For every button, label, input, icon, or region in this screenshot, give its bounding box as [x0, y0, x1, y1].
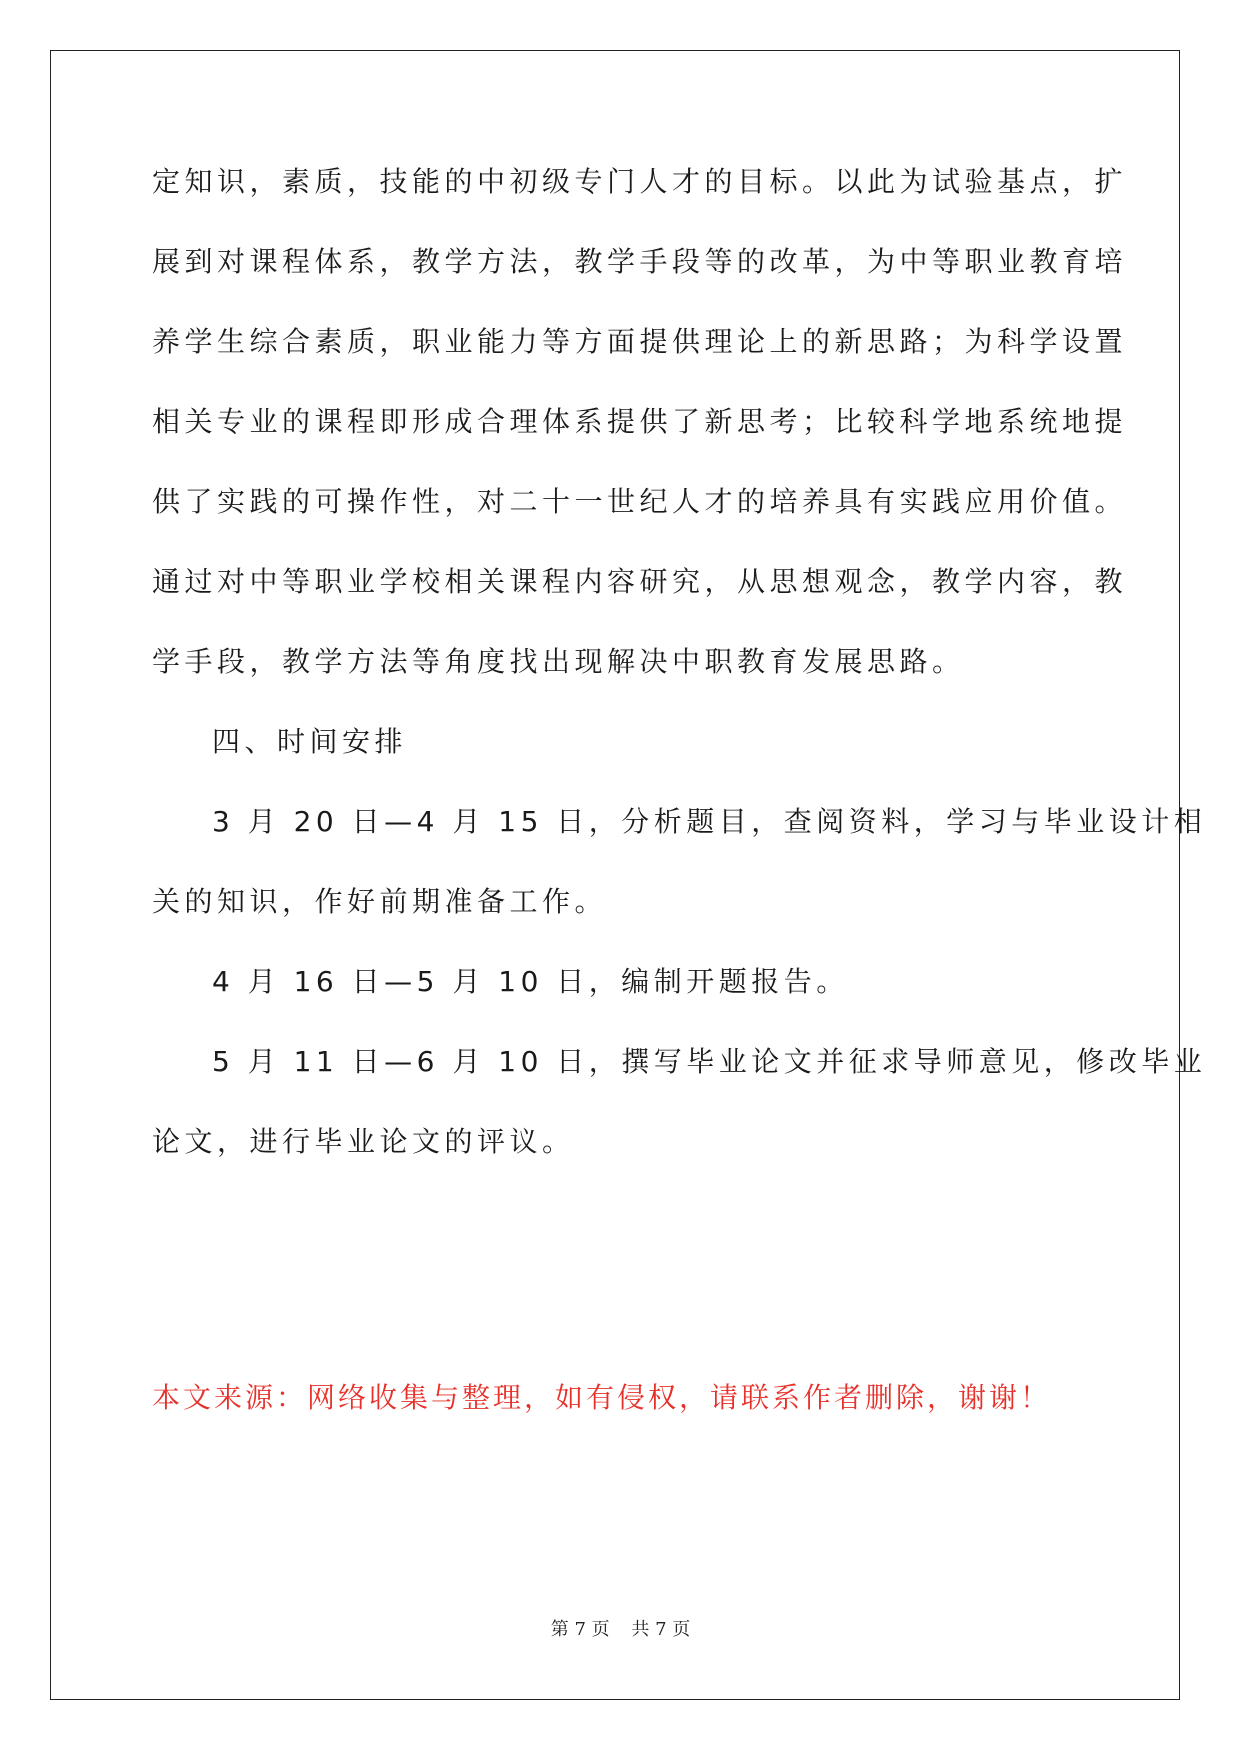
schedule-item-2: 4 月 16 日—5 月 10 日，编制开题报告。	[212, 965, 849, 998]
schedule-item-1-continuation: 关的知识，作好前期准备工作。	[152, 885, 608, 918]
body-line-2: 展到对课程体系，教学方法，教学手段等的改革，为中等职业教育培	[152, 245, 1128, 278]
schedule-item-3: 5 月 11 日—6 月 10 日，撰写毕业论文并征求导师意见，修改毕业	[212, 1045, 1207, 1078]
body-line-1: 定知识，素质，技能的中初级专门人才的目标。以此为试验基点，扩	[152, 165, 1128, 198]
body-line-5: 供了实践的可操作性，对二十一世纪人才的培养具有实践应用价值。	[152, 485, 1128, 518]
body-line-3: 养学生综合素质，职业能力等方面提供理论上的新思路；为科学设置	[152, 325, 1128, 358]
total-page-count: 共 7 页	[631, 1619, 691, 1640]
body-line-4: 相关专业的课程即形成合理体系提供了新思考；比较科学地系统地提	[152, 405, 1128, 438]
body-line-6: 通过对中等职业学校相关课程内容研究，从思想观念，教学内容，教	[152, 565, 1128, 598]
page-footer	[0, 1618, 1241, 1642]
schedule-item-3-continuation: 论文，进行毕业论文的评议。	[152, 1125, 575, 1158]
schedule-item-1: 3 月 20 日—4 月 15 日，分析题目，查阅资料，学习与毕业设计相	[212, 805, 1207, 838]
current-page-number: 第 7 页	[550, 1619, 610, 1640]
document-body	[152, 160, 1207, 1200]
body-line-7: 学手段，教学方法等角度找出现解决中职教育发展思路。	[152, 645, 965, 678]
source-notice: 本文来源：网络收集与整理，如有侵权，请联系作者删除，谢谢！	[152, 1381, 1052, 1414]
section-heading: 四、时间安排	[212, 725, 408, 758]
